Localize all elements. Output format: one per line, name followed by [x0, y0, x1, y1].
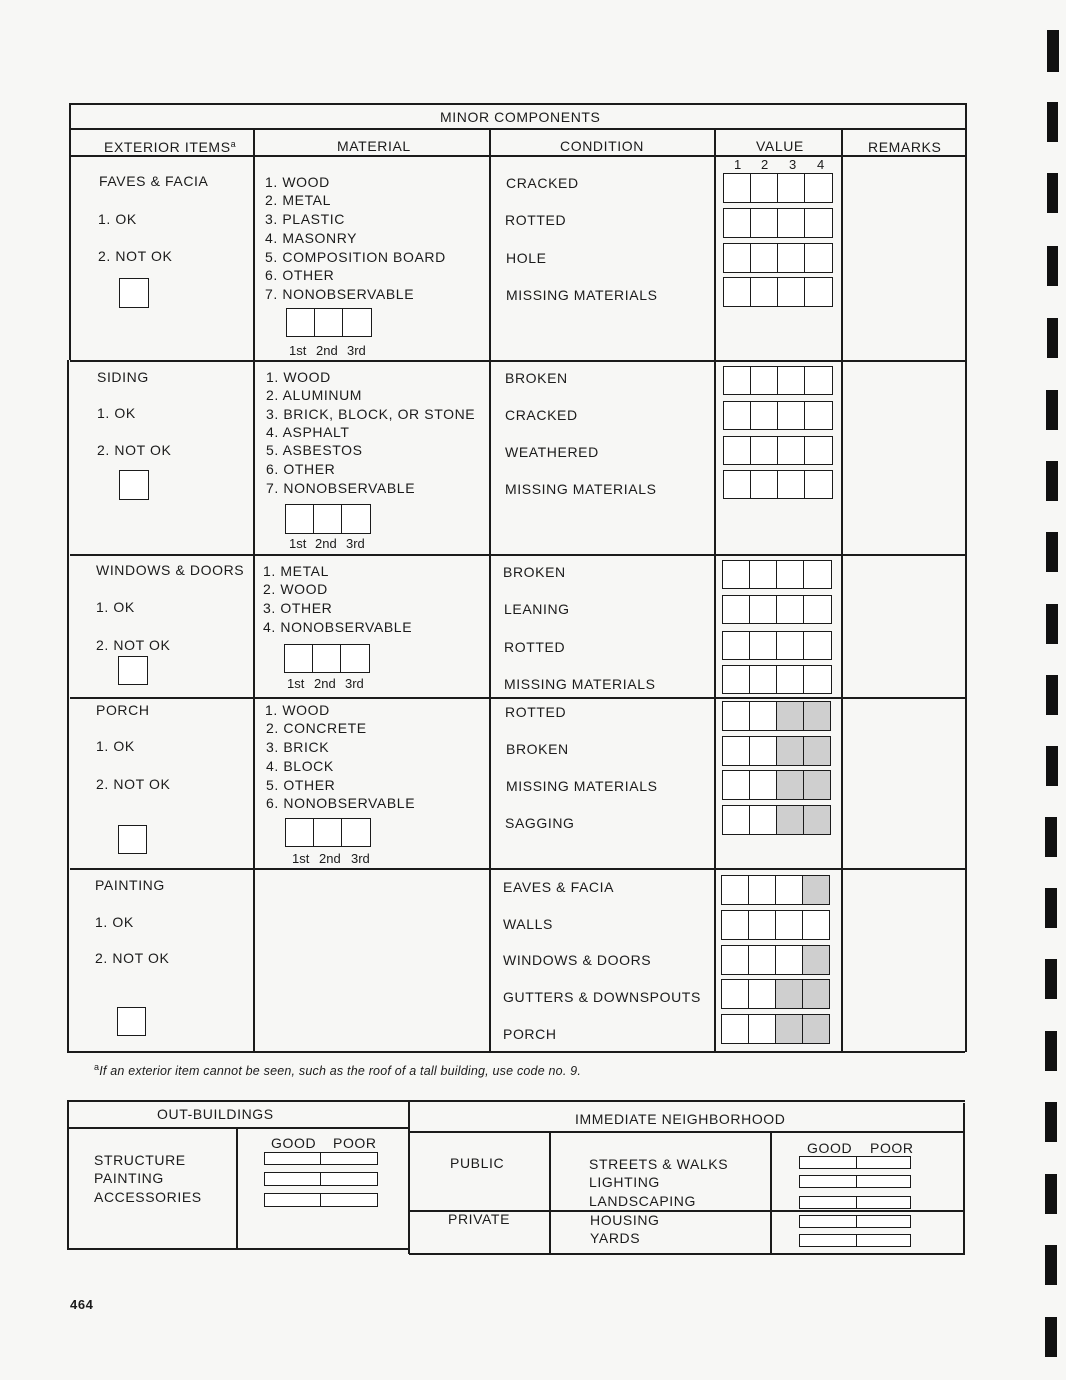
- binding-mark: [1045, 888, 1057, 928]
- value-cell-1[interactable]: [722, 805, 751, 835]
- section-1-material-3: 3. PLASTIC: [265, 211, 345, 227]
- out-buildings-title: OUT-BUILDINGS: [157, 1106, 274, 1122]
- value-cell-2[interactable]: [749, 595, 778, 624]
- section-4-option-not-ok: 2. NOT OK: [96, 776, 171, 792]
- section-3-order-1st: 1st: [287, 676, 305, 691]
- section-3-order-3rd: 3rd: [345, 676, 364, 691]
- section-4-option-ok: 1. OK: [96, 738, 135, 754]
- value-cell-4[interactable]: [804, 366, 833, 395]
- value-cell-3[interactable]: [777, 366, 806, 395]
- section-2-material-6: 6. OTHER: [266, 461, 336, 477]
- value-cell-3[interactable]: [776, 595, 805, 624]
- value-cell-2[interactable]: [749, 736, 778, 766]
- section-3-material-1: 1. METAL: [263, 563, 330, 579]
- out-buildings-scale-poor: POOR: [333, 1135, 377, 1151]
- section-2-option-ok: 1. OK: [97, 405, 136, 421]
- section-1-order-3rd: 3rd: [347, 343, 366, 358]
- value-cell-1[interactable]: [722, 701, 751, 731]
- order-box-1st[interactable]: [285, 818, 315, 847]
- rating-good[interactable]: [799, 1175, 858, 1188]
- section-1-material-7: 7. NONOBSERVABLE: [265, 286, 415, 302]
- section-2-condition-2: CRACKED: [505, 407, 578, 423]
- value-cell-4-shaded: [802, 945, 830, 975]
- value-cell-1[interactable]: [723, 173, 752, 203]
- value-cell-1[interactable]: [723, 436, 752, 465]
- section-3-material-2: 2. WOOD: [263, 581, 328, 597]
- out-buildings-item-painting: PAINTING: [94, 1170, 164, 1186]
- value-cell-2[interactable]: [750, 208, 779, 238]
- section-4-condition-1: ROTTED: [505, 704, 567, 720]
- binding-mark: [1045, 1317, 1057, 1357]
- section-2-order-2nd: 2nd: [315, 536, 337, 551]
- section-1-order-2nd: 2nd: [316, 343, 338, 358]
- binding-mark: [1045, 817, 1057, 857]
- rating-poor[interactable]: [856, 1156, 911, 1169]
- section-3-material-3: 3. OTHER: [263, 600, 333, 616]
- value-cell-3-shaded: [776, 770, 805, 800]
- value-cell-1[interactable]: [721, 910, 750, 940]
- header-material: MATERIAL: [337, 138, 411, 154]
- value-cell-3[interactable]: [775, 910, 804, 940]
- order-box-2nd[interactable]: [312, 644, 342, 673]
- value-cell-2[interactable]: [749, 560, 778, 589]
- rating-good[interactable]: [264, 1152, 322, 1165]
- value-cell-1[interactable]: [722, 665, 751, 694]
- value-cell-1[interactable]: [723, 277, 752, 307]
- section-1-status-box[interactable]: [119, 278, 149, 308]
- value-cell-2[interactable]: [749, 631, 778, 660]
- section-5-condition-1: EAVES & FACIA: [503, 879, 615, 895]
- section-2-material-7: 7. NONOBSERVABLE: [266, 480, 416, 496]
- footnote-marker: a: [94, 1062, 100, 1072]
- section-1-option-ok: 1. OK: [98, 211, 137, 227]
- value-cell-3[interactable]: [777, 436, 806, 465]
- section-2-material-2: 2. ALUMINUM: [266, 387, 363, 403]
- value-scale-3: 3: [789, 157, 797, 172]
- value-cell-3[interactable]: [777, 208, 806, 238]
- section-3-item: WINDOWS & DOORS: [96, 562, 245, 578]
- section-4-item: PORCH: [96, 702, 150, 718]
- neighborhood-item-streets: STREETS & WALKS: [589, 1156, 729, 1172]
- section-1-condition-3: HOLE: [506, 250, 547, 266]
- binding-mark: [1046, 604, 1058, 644]
- value-cell-1[interactable]: [721, 1014, 750, 1044]
- section-2-option-not-ok: 2. NOT OK: [97, 442, 172, 458]
- section-1-option-not-ok: 2. NOT OK: [98, 248, 173, 264]
- value-cell-2[interactable]: [748, 875, 777, 905]
- binding-mark: [1046, 390, 1058, 430]
- header-condition: CONDITION: [560, 138, 644, 154]
- section-4-condition-4: SAGGING: [505, 815, 575, 831]
- neighborhood-item-lighting: LIGHTING: [589, 1174, 660, 1190]
- rating-good[interactable]: [799, 1156, 858, 1169]
- value-cell-2[interactable]: [750, 401, 779, 430]
- section-3-condition-4: MISSING MATERIALS: [504, 676, 656, 692]
- section-3-condition-1: BROKEN: [503, 564, 566, 580]
- rating-poor[interactable]: [320, 1172, 378, 1186]
- neighborhood-item-yards: YARDS: [590, 1230, 641, 1246]
- binding-mark: [1046, 675, 1058, 715]
- section-1-material-5: 5. COMPOSITION BOARD: [265, 249, 446, 265]
- order-box-1st[interactable]: [286, 308, 316, 337]
- section-5-option-ok: 1. OK: [95, 914, 134, 930]
- section-5-item: PAINTING: [95, 877, 165, 893]
- value-cell-3-shaded: [776, 736, 805, 766]
- value-cell-2[interactable]: [749, 665, 778, 694]
- value-cell-4[interactable]: [804, 243, 833, 273]
- value-cell-1[interactable]: [723, 470, 752, 499]
- value-cell-3[interactable]: [777, 173, 806, 203]
- value-cell-2[interactable]: [748, 1014, 777, 1044]
- binding-mark: [1047, 246, 1058, 286]
- order-box-1st[interactable]: [285, 504, 315, 534]
- section-1-condition-2: ROTTED: [505, 212, 567, 228]
- binding-mark: [1047, 30, 1059, 72]
- value-cell-3-shaded: [776, 805, 805, 835]
- header-value: VALUE: [756, 138, 804, 154]
- section-3-condition-3: ROTTED: [504, 639, 566, 655]
- section-2-material-3: 3. BRICK, BLOCK, OR STONE: [266, 406, 476, 422]
- section-4-material-1: 1. WOOD: [265, 702, 330, 718]
- order-box-1st[interactable]: [284, 644, 314, 673]
- order-box-3rd[interactable]: [341, 504, 371, 534]
- out-buildings-item-structure: STRUCTURE: [94, 1152, 186, 1168]
- section-2-material-1: 1. WOOD: [266, 369, 331, 385]
- section-2-material-5: 5. ASBESTOS: [266, 442, 363, 458]
- section-3-option-ok: 1. OK: [96, 599, 135, 615]
- value-cell-3[interactable]: [776, 560, 805, 589]
- value-cell-4-shaded: [802, 875, 830, 905]
- footnote-text: If an exterior item cannot be seen, such as the roof of a tall building, use code no. 9.: [99, 1064, 581, 1078]
- page-number: 464: [70, 1297, 94, 1312]
- value-cell-3-shaded: [775, 979, 804, 1009]
- value-cell-4-shaded: [802, 979, 830, 1009]
- value-cell-4-shaded: [803, 736, 831, 766]
- section-3-status-box[interactable]: [118, 656, 148, 685]
- binding-mark: [1047, 102, 1058, 142]
- value-cell-3[interactable]: [775, 945, 804, 975]
- value-cell-2[interactable]: [749, 701, 778, 731]
- section-2-order-1st: 1st: [289, 536, 307, 551]
- value-cell-4-shaded: [802, 1014, 830, 1044]
- order-box-2nd[interactable]: [313, 818, 343, 847]
- value-cell-3-shaded: [775, 1014, 804, 1044]
- section-4-order-3rd: 3rd: [351, 851, 370, 866]
- value-cell-3[interactable]: [777, 243, 806, 273]
- section-1-order-1st: 1st: [289, 343, 307, 358]
- section-4-material-6: 6. NONOBSERVABLE: [266, 795, 416, 811]
- section-1-condition-1: CRACKED: [506, 175, 579, 191]
- value-cell-2[interactable]: [749, 770, 778, 800]
- neighborhood-title: IMMEDIATE NEIGHBORHOOD: [575, 1111, 786, 1127]
- neighborhood-item-landscaping: LANDSCAPING: [589, 1193, 696, 1209]
- section-4-material-3: 3. BRICK: [266, 739, 330, 755]
- rating-poor[interactable]: [856, 1215, 911, 1228]
- value-cell-1[interactable]: [723, 208, 752, 238]
- value-cell-2[interactable]: [750, 470, 779, 499]
- value-cell-3[interactable]: [777, 470, 806, 499]
- rating-good[interactable]: [799, 1215, 858, 1228]
- section-1-material-1: 1. WOOD: [265, 174, 330, 190]
- value-cell-1[interactable]: [722, 595, 751, 624]
- section-1-condition-4: MISSING MATERIALS: [506, 287, 658, 303]
- neighborhood-public-label: PUBLIC: [450, 1155, 505, 1171]
- rating-good[interactable]: [264, 1193, 322, 1207]
- section-1-material-4: 4. MASONRY: [265, 230, 358, 246]
- footnote: [94, 1062, 581, 1078]
- out-buildings-scale-good: GOOD: [271, 1135, 317, 1151]
- value-cell-1[interactable]: [721, 875, 750, 905]
- value-scale-4: 4: [817, 157, 825, 172]
- value-cell-2[interactable]: [750, 277, 779, 307]
- section-4-status-box[interactable]: [118, 825, 147, 854]
- value-cell-4-shaded: [803, 805, 831, 835]
- binding-mark: [1046, 532, 1058, 572]
- section-2-item: SIDING: [97, 369, 149, 385]
- table-title: MINOR COMPONENTS: [440, 109, 601, 125]
- section-2-order-3rd: 3rd: [346, 536, 365, 551]
- header-remarks: REMARKS: [868, 139, 942, 155]
- section-1-material-2: 2. METAL: [265, 192, 332, 208]
- value-cell-2[interactable]: [750, 243, 779, 273]
- value-cell-4-shaded: [803, 770, 831, 800]
- binding-mark: [1047, 173, 1058, 213]
- rating-poor[interactable]: [856, 1196, 911, 1209]
- value-cell-4[interactable]: [804, 208, 833, 238]
- rating-good[interactable]: [264, 1172, 322, 1186]
- value-cell-3[interactable]: [777, 277, 806, 307]
- order-box-2nd[interactable]: [313, 504, 343, 534]
- order-box-3rd[interactable]: [342, 308, 372, 337]
- rating-poor[interactable]: [856, 1175, 911, 1188]
- binding-mark: [1045, 1174, 1057, 1214]
- neighborhood-private-label: PRIVATE: [448, 1211, 511, 1227]
- section-5-condition-2: WALLS: [503, 916, 553, 932]
- value-cell-4[interactable]: [804, 470, 833, 499]
- value-cell-3[interactable]: [776, 665, 805, 694]
- neighborhood-item-housing: HOUSING: [590, 1212, 660, 1228]
- section-2-condition-3: WEATHERED: [505, 444, 599, 460]
- value-cell-4[interactable]: [804, 277, 833, 307]
- value-cell-4[interactable]: [804, 401, 833, 430]
- section-1-item: FAVES & FACIA: [99, 173, 209, 189]
- order-box-2nd[interactable]: [314, 308, 344, 337]
- section-4-order-1st: 1st: [292, 851, 310, 866]
- section-2-material-4: 4. ASPHALT: [266, 424, 350, 440]
- value-cell-1[interactable]: [722, 770, 751, 800]
- value-cell-3[interactable]: [776, 631, 805, 660]
- value-cell-2[interactable]: [750, 173, 779, 203]
- value-cell-1[interactable]: [722, 560, 751, 589]
- value-cell-1[interactable]: [722, 631, 751, 660]
- section-3-material-4: 4. NONOBSERVABLE: [263, 619, 413, 635]
- binding-mark: [1045, 1031, 1057, 1071]
- out-buildings-item-accessories: ACCESSORIES: [94, 1189, 202, 1205]
- value-cell-1[interactable]: [723, 366, 752, 395]
- section-2-condition-4: MISSING MATERIALS: [505, 481, 657, 497]
- value-cell-1[interactable]: [721, 979, 750, 1009]
- binding-mark: [1045, 959, 1057, 999]
- value-cell-3[interactable]: [777, 401, 806, 430]
- binding-mark: [1045, 1245, 1057, 1285]
- value-cell-2[interactable]: [749, 805, 778, 835]
- section-5-status-box[interactable]: [117, 1007, 146, 1036]
- section-4-material-2: 2. CONCRETE: [266, 720, 367, 736]
- section-3-option-not-ok: 2. NOT OK: [96, 637, 171, 653]
- value-cell-3[interactable]: [775, 875, 804, 905]
- value-cell-4[interactable]: [803, 631, 832, 660]
- rating-poor[interactable]: [320, 1193, 378, 1207]
- value-scale-2: 2: [761, 157, 769, 172]
- order-box-3rd[interactable]: [340, 644, 370, 673]
- binding-mark: [1045, 1102, 1057, 1142]
- value-cell-1[interactable]: [723, 243, 752, 273]
- rating-good[interactable]: [799, 1196, 858, 1209]
- value-cell-4[interactable]: [803, 665, 832, 694]
- value-cell-2[interactable]: [750, 436, 779, 465]
- neighborhood-scale-good: GOOD: [807, 1140, 853, 1156]
- section-4-condition-2: BROKEN: [506, 741, 569, 757]
- rating-good[interactable]: [799, 1234, 858, 1247]
- value-cell-1[interactable]: [723, 401, 752, 430]
- section-5-option-not-ok: 2. NOT OK: [95, 950, 170, 966]
- value-cell-2[interactable]: [748, 945, 777, 975]
- section-3-order-2nd: 2nd: [314, 676, 336, 691]
- value-cell-2[interactable]: [748, 910, 777, 940]
- section-5-condition-3: WINDOWS & DOORS: [503, 952, 652, 968]
- value-cell-1[interactable]: [722, 736, 751, 766]
- value-cell-4-shaded: [803, 701, 831, 731]
- section-1-material-6: 6. OTHER: [265, 267, 335, 283]
- section-2-status-box[interactable]: [119, 470, 149, 500]
- value-cell-4[interactable]: [802, 910, 830, 940]
- binding-mark: [1046, 461, 1058, 501]
- section-2-condition-1: BROKEN: [505, 370, 568, 386]
- rating-poor[interactable]: [856, 1234, 911, 1247]
- value-cell-2[interactable]: [748, 979, 777, 1009]
- value-cell-4[interactable]: [804, 436, 833, 465]
- footnote-ref: a: [230, 139, 237, 149]
- value-cell-3-shaded: [776, 701, 805, 731]
- neighborhood-scale-poor: POOR: [870, 1140, 914, 1156]
- section-5-condition-5: PORCH: [503, 1026, 557, 1042]
- value-cell-2[interactable]: [750, 366, 779, 395]
- section-4-material-5: 5. OTHER: [266, 777, 336, 793]
- section-4-material-4: 4. BLOCK: [266, 758, 334, 774]
- section-4-condition-3: MISSING MATERIALS: [506, 778, 658, 794]
- value-cell-4[interactable]: [803, 560, 832, 589]
- binding-mark: [1047, 318, 1058, 358]
- section-3-condition-2: LEANING: [504, 601, 570, 617]
- binding-mark: [1046, 746, 1058, 786]
- value-cell-4[interactable]: [804, 173, 833, 203]
- value-cell-4[interactable]: [803, 595, 832, 624]
- value-cell-1[interactable]: [721, 945, 750, 975]
- order-box-3rd[interactable]: [341, 818, 371, 847]
- section-5-condition-4: GUTTERS & DOWNSPOUTS: [503, 989, 701, 1005]
- section-4-order-2nd: 2nd: [319, 851, 341, 866]
- header-exterior-items: [104, 136, 236, 155]
- value-scale-1: 1: [734, 157, 742, 172]
- rating-poor[interactable]: [320, 1152, 378, 1165]
- header-exterior-label: EXTERIOR ITEMS: [104, 139, 231, 155]
